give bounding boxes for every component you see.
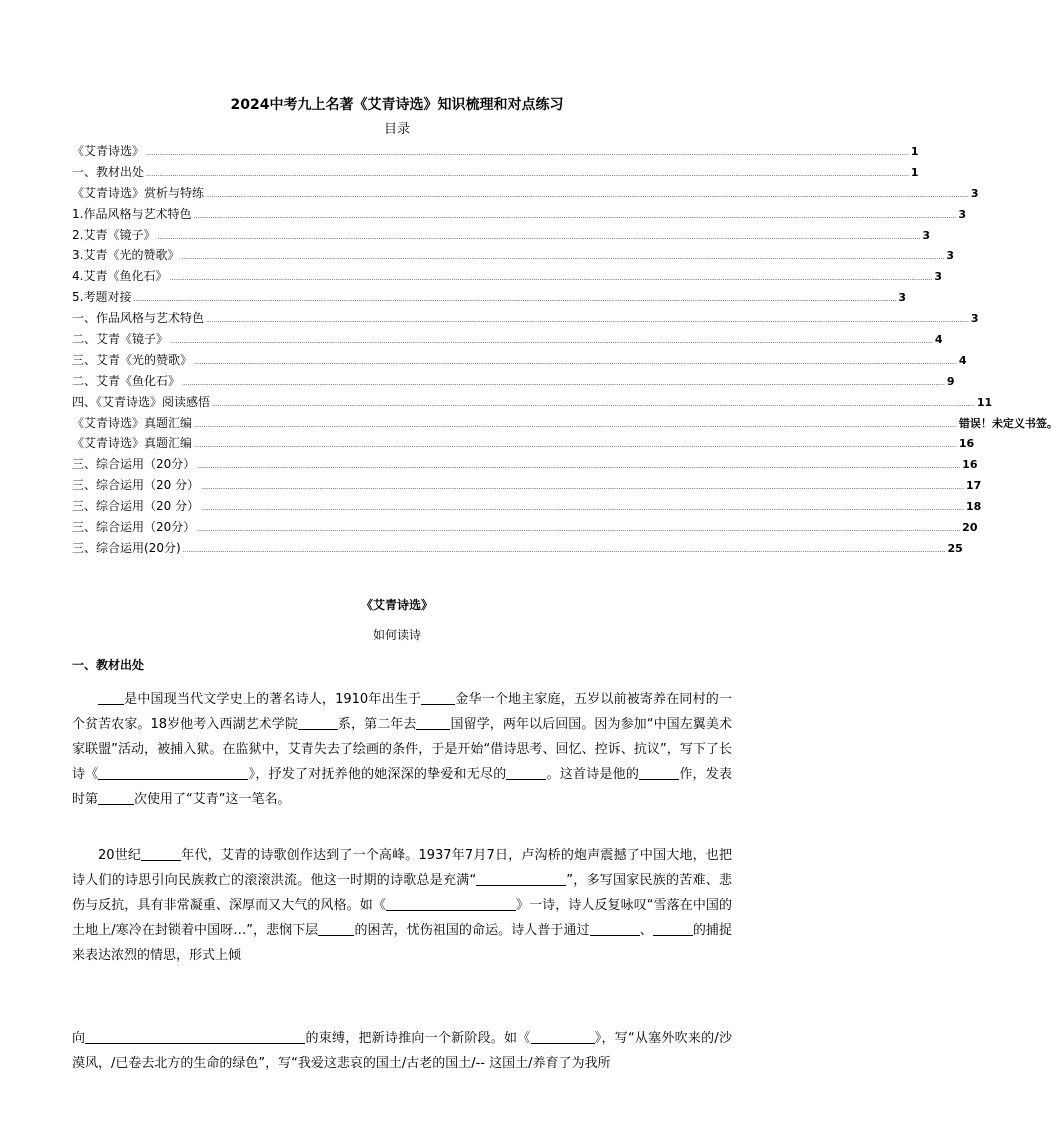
paragraph-text: 20世纪 [98, 848, 142, 863]
toc-entry-page: 3 [922, 228, 930, 242]
section-subtitle: 如何读诗 [372, 628, 421, 642]
toc-dot-leader: ................................................................................................................................................................................................................................................................................................................................................................................................................ [206, 317, 969, 325]
toc-entry-label: 三、综合运用（20 分） [72, 499, 200, 514]
toc-heading: 目录 [383, 122, 410, 137]
toc-entry-label: 一、作品风格与艺术特色 [72, 311, 205, 326]
fill-blank[interactable] [98, 690, 124, 705]
toc-dot-leader: ................................................................................................................................................................................................................................................................................................................................................................................................................ [201, 505, 964, 513]
toc-entry[interactable] [72, 415, 1058, 436]
toc-dot-leader: ................................................................................................................................................................................................................................................................................................................................................................................................................ [133, 296, 897, 304]
toc-entry-page: 25 [947, 541, 963, 555]
toc-entry-label: 3.艾青《光的赞歌》 [72, 248, 180, 263]
toc-entry-label: 三、综合运用（20分） [72, 520, 196, 535]
toc-entry-page: 3 [970, 186, 979, 200]
toc-entry[interactable] [72, 373, 955, 394]
fill-blank[interactable] [590, 921, 640, 936]
toc-entry[interactable] [72, 268, 942, 289]
paragraph-text: 系，第二年去 [337, 717, 417, 732]
toc-entry-label: 二、艾青《镜子》 [72, 332, 169, 347]
toc-entry-label: 四、《艾青诗选》阅读感悟 [72, 394, 211, 409]
paragraph-text: 、 [639, 923, 653, 938]
toc-entry-label: 5.考题对接 [72, 290, 132, 305]
heading-textbook-source: 一、教材出处 [72, 658, 145, 672]
toc-entry-page: 错误！未定义书签。 [958, 416, 1058, 430]
toc-entry[interactable] [72, 289, 906, 310]
toc-entry-page: 9 [946, 374, 955, 388]
toc-entry-page: 1 [910, 165, 919, 179]
fill-blank[interactable] [141, 846, 181, 861]
toc-entry-page: 4 [958, 353, 967, 367]
toc-entry-page: 3 [970, 312, 979, 326]
toc-entry[interactable] [72, 519, 978, 540]
section-title: 《艾青诗选》 [360, 598, 433, 612]
toc-entry[interactable] [72, 540, 963, 561]
paragraph-1 [72, 687, 732, 812]
toc-entry-label: 三、综合运用（20分） [72, 457, 196, 472]
toc-dot-leader: ................................................................................................................................................................................................................................................................................................................................................................................................................ [194, 442, 957, 450]
toc-entry-label: 《艾青诗选》真题汇编 [72, 436, 193, 451]
toc-entry[interactable] [72, 185, 979, 206]
toc-entry-page: 4 [934, 333, 943, 347]
toc-dot-leader: ................................................................................................................................................................................................................................................................................................................................................................................................................ [182, 379, 945, 387]
toc-entry[interactable] [72, 206, 966, 227]
fill-blank[interactable] [531, 1029, 595, 1044]
fill-blank[interactable] [98, 765, 248, 780]
paragraph-text: 。这首诗是他的 [546, 767, 640, 782]
paragraph-text: 》，写“从塞外吹来的/沙漠风，/已卷去北方的生命的绿色”，写“我爱这悲哀的国土/古老的国土/-- 这国土/养育了为我所 [72, 1031, 732, 1071]
toc-entry-label: 2.艾青《镜子》 [72, 227, 156, 242]
fill-blank[interactable] [298, 715, 338, 730]
toc-entry[interactable] [72, 164, 919, 185]
toc-entry[interactable] [72, 477, 982, 498]
fill-blank[interactable] [85, 1029, 305, 1044]
toc-dot-leader: ................................................................................................................................................................................................................................................................................................................................................................................................................ [181, 254, 945, 262]
toc-entry[interactable] [72, 310, 979, 331]
toc-dot-leader: ................................................................................................................................................................................................................................................................................................................................................................................................................ [169, 275, 933, 283]
toc-entry[interactable] [72, 498, 982, 519]
fill-blank[interactable] [506, 765, 546, 780]
fill-blank[interactable] [416, 715, 450, 730]
toc-dot-leader: ................................................................................................................................................................................................................................................................................................................................................................................................................ [201, 484, 964, 492]
toc-entry-label: 1.作品风格与艺术特色 [72, 206, 192, 221]
paragraph-text: 国留学，两年以后回国。因为参加“中国左翼美术家联盟”活动，被捕入狱。在监狱中，艾青失去了绘画的条件，于是开始“借诗思考、回忆、控诉、抗议”，写下了长诗《 [72, 717, 732, 782]
fill-blank[interactable] [318, 921, 354, 936]
toc-entry[interactable] [72, 247, 954, 268]
paragraph-2 [72, 843, 732, 968]
toc-dot-leader: ................................................................................................................................................................................................................................................................................................................................................................................................................ [194, 421, 957, 429]
toc-entry-page: 3 [946, 249, 954, 263]
toc-dot-leader: ................................................................................................................................................................................................................................................................................................................................................................................................................ [193, 212, 957, 220]
toc-entry[interactable] [72, 456, 978, 477]
paragraph-text: 向 [72, 1031, 86, 1046]
paragraph-text: 年代，艾青的诗歌创作达到了一个高峰。1937年7月7日，卢沟桥的炮声震撼了中国大地，也把诗人们的诗思引向民族救亡的滚滚洪流。他这一时期的诗歌总是充满“ [72, 848, 732, 888]
toc-dot-leader: ................................................................................................................................................................................................................................................................................................................................................................................................................ [206, 191, 969, 199]
toc-dot-leader: ................................................................................................................................................................................................................................................................................................................................................................................................................ [170, 338, 933, 346]
fill-blank[interactable] [476, 871, 566, 886]
paragraph-text: 金华一个地主家庭，五岁以前被寄养在同村的一个贫苦农家。18岁他考入西湖艺术学院 [72, 692, 732, 732]
toc-dot-leader: ................................................................................................................................................................................................................................................................................................................................................................................................................ [194, 358, 957, 366]
toc-entry[interactable] [72, 435, 975, 456]
fill-blank[interactable] [653, 921, 693, 936]
toc-entry-label: 4.艾青《鱼化石》 [72, 269, 168, 284]
toc-entry-label: 《艾青诗选》真题汇编 [72, 415, 193, 430]
toc-entry-label: 《艾青诗选》赏析与特练 [72, 185, 205, 200]
fill-blank[interactable] [639, 765, 679, 780]
toc-entry-page: 17 [965, 479, 982, 493]
table-of-contents [72, 143, 1058, 561]
paragraph-text: 的束缚，把新诗推向一个新阶段。如《 [305, 1031, 531, 1046]
toc-dot-leader: ................................................................................................................................................................................................................................................................................................................................................................................................................ [197, 463, 961, 471]
toc-dot-leader: ................................................................................................................................................................................................................................................................................................................................................................................................................ [197, 526, 961, 534]
toc-dot-leader: ................................................................................................................................................................................................................................................................................................................................................................................................................ [146, 170, 909, 178]
toc-entry-page: 11 [976, 395, 993, 409]
toc-entry[interactable] [72, 394, 993, 415]
toc-entry[interactable] [72, 352, 967, 373]
document-title: 2024中考九上名著《艾青诗选》知识梳理和对点练习 [230, 97, 564, 113]
toc-entry[interactable] [72, 227, 930, 248]
paragraph-text: 》一诗，诗人反复咏叹“雪落在中国的土地上/寒冷在封锁着中国呀…”，悲悯下层 [72, 898, 732, 938]
fill-blank[interactable] [421, 690, 455, 705]
paragraph-text: 作，发表时第 [72, 767, 732, 807]
toc-entry-label: 一、教材出处 [72, 164, 145, 179]
toc-entry-label: 三、综合运用（20 分） [72, 478, 200, 493]
toc-dot-leader: ................................................................................................................................................................................................................................................................................................................................................................................................................ [146, 150, 909, 157]
toc-entry-page: 16 [958, 437, 975, 451]
toc-dot-leader: ................................................................................................................................................................................................................................................................................................................................................................................................................ [157, 233, 921, 241]
toc-dot-leader: ................................................................................................................................................................................................................................................................................................................................................................................................................ [212, 400, 975, 408]
toc-entry-label: 《艾青诗选》 [72, 144, 145, 158]
toc-entry-page: 1 [910, 145, 919, 158]
toc-entry-page: 3 [934, 270, 942, 284]
toc-entry-label: 三、综合运用(20分) [72, 540, 181, 555]
paragraph-text: 》，抒发了对抚养他的她深深的挚爱和无尽的 [248, 767, 507, 782]
paragraph-text: 次使用了“艾青”这一笔名。 [134, 792, 291, 807]
toc-dot-leader: ................................................................................................................................................................................................................................................................................................................................................................................................................ [182, 546, 946, 554]
paragraph-text: 是中国现当代文学史上的著名诗人，1910年出生于 [124, 692, 422, 707]
fill-blank[interactable] [386, 896, 516, 911]
toc-entry-page: 16 [962, 458, 978, 472]
fill-blank[interactable] [98, 790, 134, 805]
toc-entry[interactable] [72, 143, 919, 164]
paragraph-text: 的困苦，忧伤祖国的命运。诗人普于通过 [354, 923, 590, 938]
paragraph-3 [72, 1026, 732, 1076]
paragraph-text: 的捕捉来表达浓烈的情思，形式上倾 [72, 923, 732, 963]
toc-entry-label: 二、艾青《鱼化石》 [72, 373, 181, 388]
toc-entry-page: 3 [898, 291, 906, 305]
toc-entry[interactable] [72, 331, 943, 352]
toc-entry-page: 20 [962, 521, 978, 535]
toc-entry-page: 18 [965, 500, 982, 514]
toc-entry-label: 三、艾青《光的赞歌》 [72, 352, 193, 367]
toc-entry-page: 3 [958, 207, 966, 221]
paragraph-text: ”，多写国家民族的苦难、悲伤与反抗，具有非常凝重、深厚而又大气的风格。如《 [72, 873, 732, 913]
